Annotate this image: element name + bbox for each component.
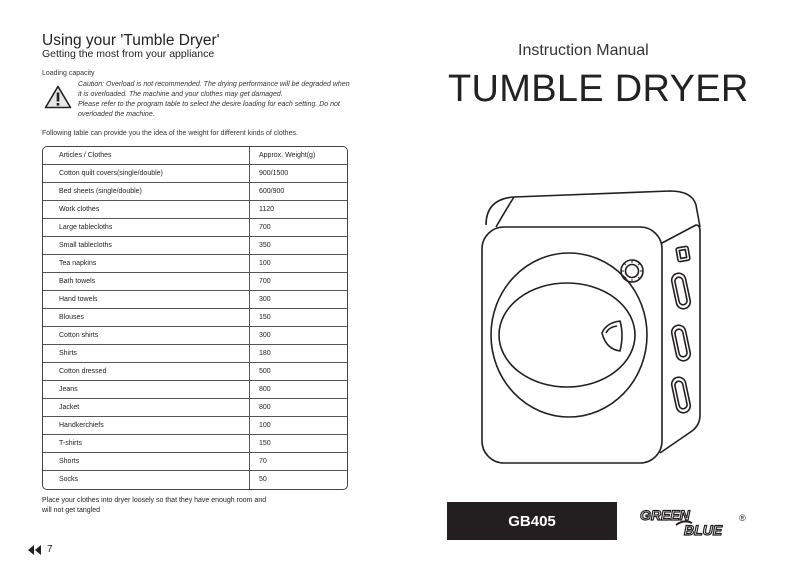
table-row	[43, 272, 347, 291]
product-title: TUMBLE DRYER	[448, 68, 749, 110]
caution-line: Caution: Overload is not recommended. The drying performance will be degraded when	[78, 81, 350, 88]
article-cell: Bath towels	[59, 277, 96, 285]
article-cell: Handkerchiefs	[59, 421, 104, 429]
weight-cell: 100	[259, 421, 271, 429]
caution-text	[78, 80, 368, 120]
table-row	[43, 290, 347, 309]
loading-capacity-label: Loading capacity	[42, 70, 95, 77]
logo-word-blue: BLUE	[684, 522, 723, 538]
article-cell: Shirts	[59, 349, 77, 357]
page-indicator	[28, 544, 53, 555]
weight-cell: 800	[259, 385, 271, 393]
weight-cell: 150	[259, 313, 271, 321]
weight-cell: 900/1500	[259, 169, 289, 177]
weight-cell: 350	[259, 241, 271, 249]
weight-cell: 300	[259, 295, 271, 303]
caution-line: Please refer to the program table to select the desire loading for each setting. Do not	[78, 101, 340, 108]
article-cell: Cotton dressed	[59, 367, 107, 375]
page-number: 7	[47, 544, 53, 555]
table-row	[43, 164, 347, 183]
table-row	[43, 344, 347, 363]
table-row	[43, 200, 347, 219]
weight-cell: 700	[259, 277, 271, 285]
article-cell: Work clothes	[59, 205, 100, 213]
article-cell: Large tablecloths	[59, 223, 113, 231]
article-cell: Blouses	[59, 313, 84, 321]
greenblue-logo	[636, 503, 756, 543]
table-row	[43, 326, 347, 345]
weight-cell: 50	[259, 475, 267, 483]
table-row	[43, 362, 347, 381]
article-cell: Bed sheets (single/double)	[59, 187, 142, 195]
weight-cell: 180	[259, 349, 271, 357]
table-row	[43, 380, 347, 399]
table-header-articles: Articles / Clothes	[59, 152, 112, 159]
article-cell: Small tablecloths	[59, 241, 112, 249]
registered-mark: ®	[739, 513, 746, 523]
weight-cell: 700	[259, 223, 271, 231]
table-row	[43, 218, 347, 237]
article-cell: T-shirts	[59, 439, 82, 447]
article-cell: Socks	[59, 475, 79, 483]
weight-cell: 70	[259, 457, 267, 465]
article-cell: Jacket	[59, 403, 80, 411]
article-cell: Hand towels	[59, 295, 98, 303]
warning-icon	[44, 85, 72, 109]
weight-table	[42, 146, 348, 490]
table-row	[43, 398, 347, 417]
article-cell: Tea napkins	[59, 259, 97, 267]
weight-cell: 150	[259, 439, 271, 447]
table-row	[43, 254, 347, 273]
weight-cell: 1120	[259, 205, 275, 213]
table-header-weight: Approx. Weight(g)	[259, 152, 316, 159]
caution-line: it is overloaded. The machine and your clothes may get damaged.	[78, 91, 283, 98]
page-subheading: Getting the most from your appliance	[42, 48, 215, 60]
article-cell: Jeans	[59, 385, 78, 393]
article-cell: Cotton shirts	[59, 331, 99, 339]
double-arrow-left-icon[interactable]	[28, 545, 42, 555]
table-row	[43, 236, 347, 255]
footnote-line: will not get tangled	[42, 507, 100, 514]
table-row	[43, 416, 347, 435]
manual-label: Instruction Manual	[518, 42, 649, 59]
table-intro: Following table can provide you the idea of the weight for different kinds of clothes.	[42, 130, 298, 137]
page-heading: Using your 'Tumble Dryer'	[42, 32, 220, 49]
logo-word-green: GREEN	[640, 507, 690, 523]
table-row	[43, 308, 347, 327]
table-row	[43, 182, 347, 201]
footnote	[42, 496, 302, 516]
article-cell: Shorts	[59, 457, 80, 465]
weight-cell: 500	[259, 367, 271, 375]
weight-cell: 100	[259, 259, 271, 267]
article-cell: Cotton quilt covers(single/double)	[59, 169, 163, 177]
weight-cell: 600/900	[259, 187, 285, 195]
table-row	[43, 470, 347, 489]
tumble-dryer-illustration	[474, 185, 774, 475]
right-page	[404, 0, 808, 583]
weight-cell: 800	[259, 403, 271, 411]
table-row	[43, 434, 347, 453]
weight-cell: 300	[259, 331, 271, 339]
table-row	[43, 452, 347, 471]
model-number-bar: GB405	[447, 502, 617, 540]
footnote-line: Place your clothes into dryer loosely so that they have enough room and	[42, 497, 267, 504]
caution-line: overloaded the machine.	[78, 111, 155, 118]
